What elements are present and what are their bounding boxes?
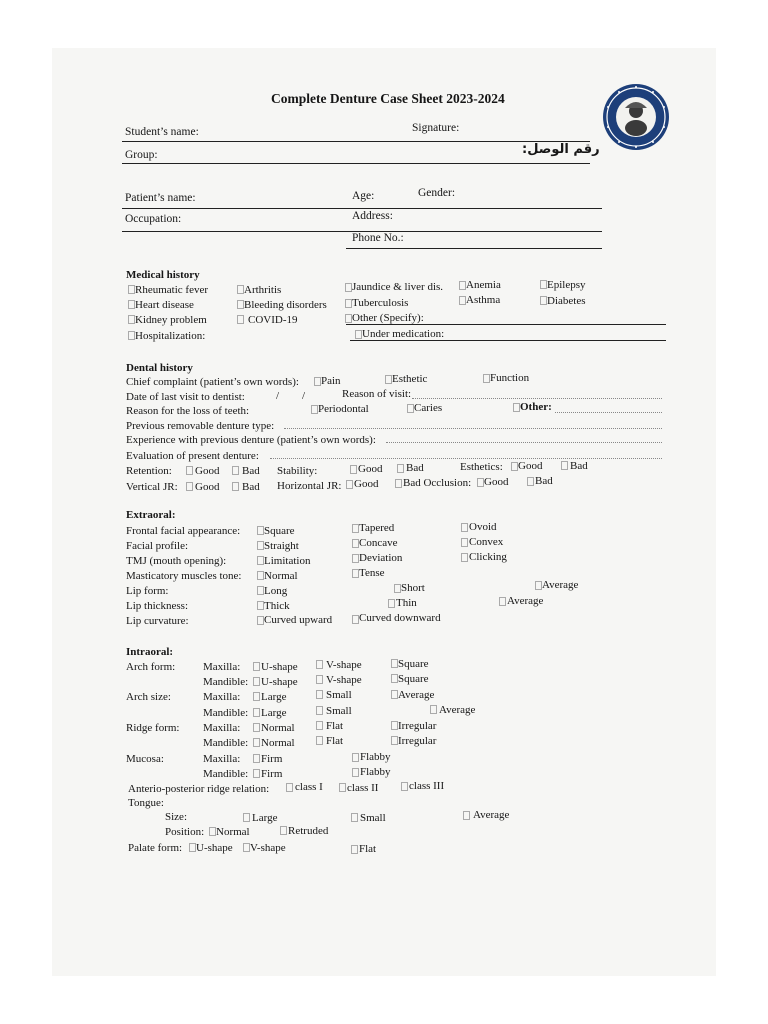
checkbox-normal[interactable]: [257, 571, 264, 580]
checkbox-lip-thickness-average[interactable]: [499, 597, 506, 606]
checkbox-heart[interactable]: [128, 300, 135, 309]
ridge-form-label: Ridge form:: [126, 722, 180, 734]
mandible-label: Mandible:: [203, 768, 249, 780]
label-tapered: Tapered: [359, 522, 395, 534]
label-bad-occlusion: Bad Occlusion:: [403, 477, 472, 489]
checkbox-occlusion-bad[interactable]: [527, 477, 534, 486]
checkbox-other[interactable]: [345, 314, 352, 323]
stability-label: Stability:: [277, 465, 318, 477]
checkbox-clicking[interactable]: [461, 553, 468, 562]
intraoral-heading: Intraoral:: [126, 646, 174, 658]
checkbox-horizontal-bad[interactable]: [395, 479, 402, 488]
maxilla-label: Maxilla:: [203, 722, 241, 734]
label-esthetics-bad: Bad: [570, 460, 588, 472]
group-label: Group:: [125, 149, 158, 161]
experience-line: [386, 442, 662, 443]
label-medication: Under medication:: [362, 328, 445, 340]
patient-name-label: Patient’s name:: [125, 192, 196, 204]
label-irregular: Irregular: [398, 735, 437, 747]
checkbox-arch-man-square[interactable]: [391, 674, 398, 683]
checkbox-esthetics-bad[interactable]: [561, 461, 568, 470]
prev-denture-label: Previous removable denture type:: [126, 420, 275, 432]
label-curved-upward: Curved upward: [264, 614, 333, 626]
checkbox-other-reason[interactable]: [513, 403, 520, 412]
date-slash: /: [276, 390, 280, 402]
label-tense: Tense: [359, 567, 385, 579]
divider: [122, 163, 590, 164]
palate-form-label: Palate form:: [128, 842, 183, 854]
checkbox-mucosa-man-firm[interactable]: [253, 769, 260, 778]
checkbox-size-man-small[interactable]: [316, 706, 323, 715]
label-deviation: Deviation: [359, 552, 403, 564]
maxilla-label: Maxilla:: [203, 753, 241, 765]
checkbox-short[interactable]: [394, 584, 401, 593]
checkbox-palate-v[interactable]: [243, 843, 250, 852]
label-bleeding: Bleeding disorders: [244, 299, 327, 311]
vertical-jr-label: Vertical JR:: [126, 481, 178, 493]
arch-form-label: Arch form:: [126, 661, 176, 673]
label-small: Small: [326, 705, 352, 717]
mucosa-label: Mucosa:: [126, 753, 164, 765]
label-heart: Heart disease: [135, 299, 194, 311]
label-firm: Firm: [261, 768, 283, 780]
checkbox-convex[interactable]: [461, 538, 468, 547]
checkbox-arch-man-v[interactable]: [316, 675, 323, 684]
label-caries: Caries: [414, 402, 443, 414]
checkbox-thick[interactable]: [257, 601, 264, 610]
checkbox-deviation[interactable]: [352, 554, 359, 563]
checkbox-mucosa-max-firm[interactable]: [253, 754, 260, 763]
arch-size-label: Arch size:: [126, 691, 171, 703]
label-tuberculosis: Tuberculosis: [352, 297, 409, 309]
label-curved-downward: Curved downward: [359, 612, 441, 624]
label-flat: Flat: [326, 720, 344, 732]
checkbox-curved-downward[interactable]: [352, 615, 359, 624]
age-label: Age:: [352, 190, 375, 202]
checkbox-size-max-average[interactable]: [391, 690, 398, 699]
label-stability-good: Good: [358, 463, 383, 475]
label-palate-u: U-shape: [196, 842, 233, 854]
divider: [346, 248, 602, 249]
label-clicking: Clicking: [469, 551, 507, 563]
label-tongue-normal: Normal: [216, 826, 250, 838]
address-label: Address:: [352, 210, 393, 222]
label-occlusion-bad: Bad: [535, 475, 553, 487]
evaluation-line: [270, 458, 662, 459]
checkbox-ridge-man-normal[interactable]: [253, 738, 260, 747]
label-short: Short: [401, 582, 425, 594]
tongue-label: Tongue:: [128, 797, 164, 809]
checkbox-esthetic[interactable]: [385, 375, 392, 384]
other-specify-line: [346, 324, 666, 325]
checkbox-horizontal-good[interactable]: [346, 480, 353, 489]
phone-label: Phone No.:: [352, 232, 404, 244]
label-epilepsy: Epilepsy: [547, 279, 586, 291]
checkbox-curved-upward[interactable]: [257, 616, 264, 625]
checkbox-size-max-small[interactable]: [316, 690, 323, 699]
students-name-label: Student’s name:: [125, 126, 199, 138]
label-flabby: Flabby: [360, 766, 391, 778]
label-stability-bad: Bad: [406, 462, 424, 474]
receipt-number-label: رقم الوصل:: [522, 142, 600, 157]
prev-denture-line: [284, 428, 662, 429]
checkbox-class-3[interactable]: [401, 782, 408, 791]
checkbox-stability-good[interactable]: [350, 465, 357, 474]
label-limitation: Limitation: [264, 555, 311, 567]
checkbox-mucosa-max-flabby[interactable]: [352, 753, 359, 762]
checkbox-ovoid[interactable]: [461, 523, 468, 532]
label-occlusion-good: Good: [484, 476, 509, 488]
label-diabetes: Diabetes: [547, 295, 586, 307]
tongue-size-label: Size:: [165, 811, 187, 823]
lip-form-label: Lip form:: [126, 585, 169, 597]
checkbox-limitation[interactable]: [257, 556, 264, 565]
date-slash: /: [302, 390, 306, 402]
gender-label: Gender:: [418, 187, 456, 199]
label-large: Large: [261, 707, 287, 719]
checkbox-kidney[interactable]: [128, 315, 135, 324]
checkbox-arch-max-u[interactable]: [253, 662, 260, 671]
reason-loss-label: Reason for the loss of teeth:: [126, 405, 250, 417]
label-irregular: Irregular: [398, 720, 437, 732]
checkbox-tense[interactable]: [352, 569, 359, 578]
label-square-shape: Square: [398, 673, 429, 685]
checkbox-size-man-average[interactable]: [430, 705, 437, 714]
label-tongue-small: Small: [360, 812, 386, 824]
checkbox-arch-man-u[interactable]: [253, 677, 260, 686]
checkbox-rheumatic[interactable]: [128, 285, 135, 294]
retention-label: Retention:: [126, 465, 172, 477]
checkbox-retention-bad[interactable]: [232, 466, 239, 475]
label-tongue-average: Average: [473, 809, 510, 821]
occupation-label: Occupation:: [125, 213, 182, 225]
mandible-label: Mandible:: [203, 676, 249, 688]
other-reason-line: [555, 412, 662, 413]
checkbox-tongue-retruded[interactable]: [280, 826, 287, 835]
label-square: Square: [264, 525, 295, 537]
ap-relation-label: Anterio-posterior ridge relation:: [128, 783, 270, 795]
checkbox-pain[interactable]: [314, 377, 321, 386]
label-average: Average: [439, 704, 476, 716]
label-thick: Thick: [264, 600, 290, 612]
label-normal: Normal: [261, 737, 295, 749]
label-class-3: class III: [409, 780, 445, 792]
checkbox-stability-bad[interactable]: [397, 464, 404, 473]
mandible-label: Mandible:: [203, 737, 249, 749]
profile-label: Facial profile:: [126, 540, 189, 552]
label-arthritis: Arthritis: [244, 284, 282, 296]
label-horizontal-good: Good: [354, 478, 379, 490]
checkbox-jaundice[interactable]: [345, 283, 352, 292]
label-large: Large: [261, 691, 287, 703]
checkbox-tongue-large[interactable]: [243, 813, 250, 822]
checkbox-ridge-max-flat[interactable]: [316, 721, 323, 730]
label-square-shape: Square: [398, 658, 429, 670]
label-kidney: Kidney problem: [135, 314, 207, 326]
checkbox-ridge-man-irregular[interactable]: [391, 736, 398, 745]
checkbox-esthetics-good[interactable]: [511, 462, 518, 471]
checkbox-tuberculosis[interactable]: [345, 299, 352, 308]
checkbox-occlusion-good[interactable]: [477, 478, 484, 487]
checkbox-ridge-man-flat[interactable]: [316, 736, 323, 745]
dental-history-heading: Dental history: [126, 362, 193, 374]
label-thin: Thin: [396, 597, 417, 609]
checkbox-arthritis[interactable]: [237, 285, 244, 294]
checkbox-size-man-large[interactable]: [253, 708, 260, 717]
checkbox-straight[interactable]: [257, 541, 264, 550]
label-other-reason: Other:: [520, 401, 552, 413]
checkbox-covid[interactable]: [237, 315, 244, 324]
label-average: Average: [398, 689, 435, 701]
checkbox-concave[interactable]: [352, 539, 359, 548]
checkbox-lip-form-average[interactable]: [535, 581, 542, 590]
masticatory-label: Masticatory muscles tone:: [126, 570, 242, 582]
checkbox-palate-flat[interactable]: [351, 845, 358, 854]
checkbox-asthma[interactable]: [459, 296, 466, 305]
college-seal-logo: [601, 82, 671, 152]
divider: [122, 141, 590, 142]
mandible-label: Mandible:: [203, 707, 249, 719]
checkbox-caries[interactable]: [407, 404, 414, 413]
checkbox-size-max-large[interactable]: [253, 692, 260, 701]
label-esthetics-good: Good: [518, 460, 543, 472]
label-u-shape: U-shape: [261, 676, 298, 688]
label-retention-bad: Bad: [242, 465, 260, 477]
label-flat: Flat: [326, 735, 344, 747]
label-tongue-large: Large: [252, 812, 278, 824]
checkbox-ridge-max-normal[interactable]: [253, 723, 260, 732]
label-esthetic: Esthetic: [392, 373, 428, 385]
esthetics-label: Esthetics:: [460, 461, 503, 473]
chief-complaint-label: Chief complaint (patient’s own words):: [126, 376, 299, 388]
tmj-label: TMJ (mouth opening):: [126, 555, 227, 567]
label-vertical-good: Good: [195, 481, 220, 493]
checkbox-diabetes[interactable]: [540, 296, 547, 305]
label-jaundice: Jaundice & liver dis.: [352, 281, 444, 293]
checkbox-thin[interactable]: [388, 599, 395, 608]
label-normal: Normal: [261, 722, 295, 734]
label-retention-good: Good: [195, 465, 220, 477]
label-v-shape: V-shape: [326, 674, 362, 686]
label-class-1: class I: [295, 781, 323, 793]
checkbox-arch-max-v[interactable]: [316, 660, 323, 669]
last-visit-label: Date of last visit to dentist:: [126, 391, 245, 403]
label-concave: Concave: [359, 537, 398, 549]
checkbox-vertical-good[interactable]: [186, 482, 193, 491]
evaluation-label: Evaluation of present denture:: [126, 450, 259, 462]
checkbox-tongue-average[interactable]: [463, 811, 470, 820]
label-firm: Firm: [261, 753, 283, 765]
label-function: Function: [490, 372, 530, 384]
checkbox-square[interactable]: [257, 526, 264, 535]
medical-history-heading: Medical history: [126, 269, 200, 281]
checkbox-tapered[interactable]: [352, 524, 359, 533]
label-vertical-bad: Bad: [242, 481, 260, 493]
checkbox-retention-good[interactable]: [186, 466, 193, 475]
checkbox-bleeding[interactable]: [237, 300, 244, 309]
checkbox-epilepsy[interactable]: [540, 280, 547, 289]
reason-visit-line: [412, 398, 662, 399]
checkbox-medication[interactable]: [355, 330, 362, 339]
label-palate-v: V-shape: [250, 842, 286, 854]
label-palate-flat: Flat: [359, 843, 377, 855]
frontal-label: Frontal facial appearance:: [126, 525, 241, 537]
label-convex: Convex: [469, 536, 504, 548]
label-other: Other (Specify):: [352, 312, 424, 324]
label-v-shape: V-shape: [326, 659, 362, 671]
label-periodontal: Periodontal: [318, 403, 369, 415]
horizontal-jr-label: Horizontal JR:: [277, 480, 342, 492]
label-normal: Normal: [264, 570, 298, 582]
lip-curvature-label: Lip curvature:: [126, 615, 189, 627]
checkbox-palate-u[interactable]: [189, 843, 196, 852]
label-class-2: class II: [347, 782, 379, 794]
label-lip-thickness-average: Average: [507, 595, 544, 607]
label-anemia: Anemia: [466, 279, 501, 291]
label-lip-form-average: Average: [542, 579, 579, 591]
label-asthma: Asthma: [466, 294, 501, 306]
extraoral-heading: Extraoral:: [126, 509, 176, 521]
label-long: Long: [264, 585, 288, 597]
label-pain: Pain: [321, 375, 341, 387]
checkbox-anemia[interactable]: [459, 281, 466, 290]
maxilla-label: Maxilla:: [203, 661, 241, 673]
lip-thickness-label: Lip thickness:: [126, 600, 189, 612]
label-small: Small: [326, 689, 352, 701]
signature-label: Signature:: [412, 122, 460, 134]
label-straight: Straight: [264, 540, 299, 552]
label-ovoid: Ovoid: [469, 521, 497, 533]
label-u-shape: U-shape: [261, 661, 298, 673]
checkbox-mucosa-man-flabby[interactable]: [352, 768, 359, 777]
checkbox-function[interactable]: [483, 374, 490, 383]
label-rheumatic: Rheumatic fever: [135, 284, 208, 296]
checkbox-ridge-max-irregular[interactable]: [391, 721, 398, 730]
checkbox-vertical-bad[interactable]: [232, 482, 239, 491]
maxilla-label: Maxilla:: [203, 691, 241, 703]
checkbox-arch-max-square[interactable]: [391, 659, 398, 668]
medication-line: [350, 340, 666, 341]
checkbox-hospitalization[interactable]: [128, 331, 135, 340]
checkbox-tongue-normal[interactable]: [209, 827, 216, 836]
checkbox-periodontal[interactable]: [311, 405, 318, 414]
reason-visit-label: Reason of visit:: [342, 388, 412, 400]
tongue-position-label: Position:: [165, 826, 205, 838]
label-hospitalization: Hospitalization:: [135, 330, 206, 342]
checkbox-class-1[interactable]: [286, 783, 293, 792]
experience-label: Experience with previous denture (patient’s own words):: [126, 434, 376, 446]
page-title: Complete Denture Case Sheet 2023-2024: [271, 91, 505, 106]
label-flabby: Flabby: [360, 751, 391, 763]
label-tongue-retruded: Retruded: [288, 825, 329, 837]
label-covid: COVID-19: [248, 314, 298, 326]
divider: [122, 208, 602, 209]
checkbox-long[interactable]: [257, 586, 264, 595]
checkbox-class-2[interactable]: [339, 783, 346, 792]
checkbox-tongue-small[interactable]: [351, 813, 358, 822]
